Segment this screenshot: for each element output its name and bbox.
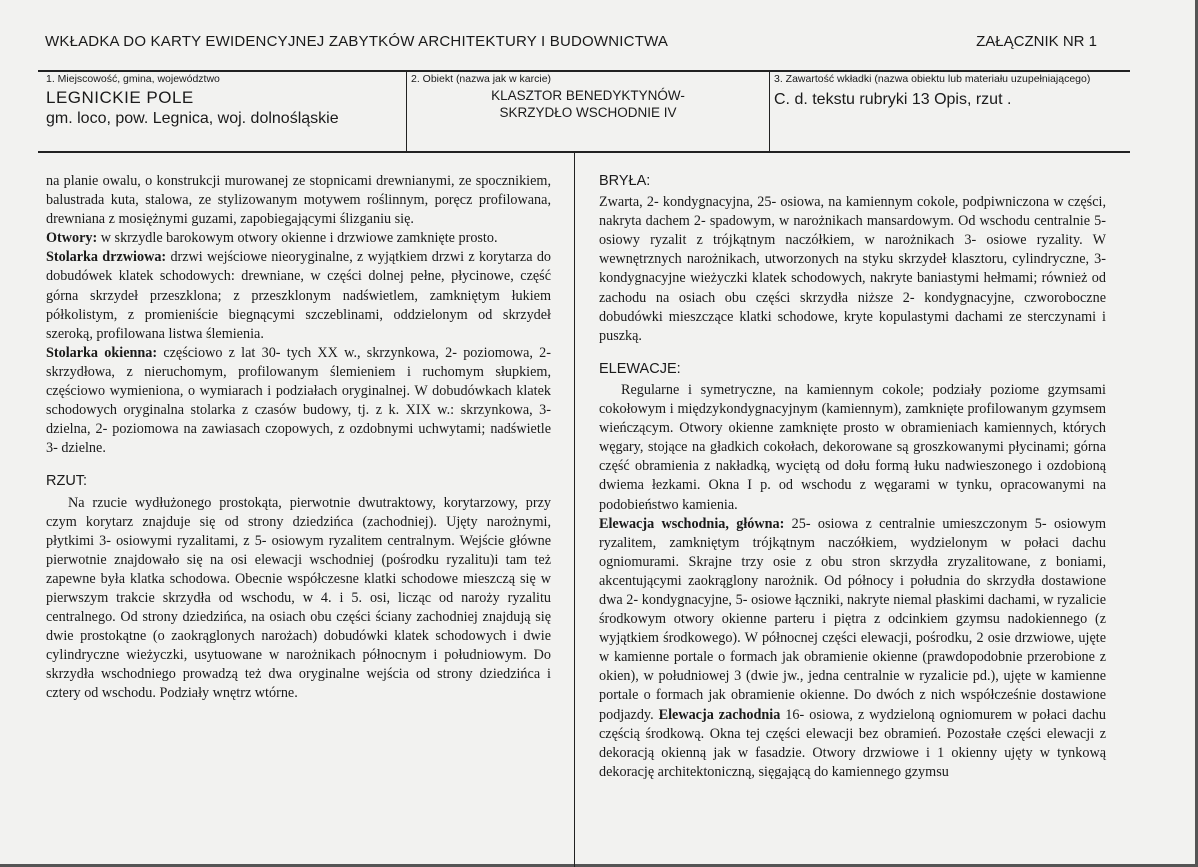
header-box-divider-2 [769,70,770,153]
header-box-top-border [38,70,1130,72]
contents-label: 3. Zawartość wkładki (nazwa obiektu lub materiału uzupełniającego) [774,73,1091,85]
massing-paragraph: Zwarta, 2- kondygnacyjna, 25- osiowa, na kamiennym cokole, podpiwniczona w części, nakryta dachem 2- spadowym, w narożnikach mansardowym. Od wschodu centralnie 5- osiowy ryzalit z trójkątnym naczółkiem, w narożnikach 3- osiowe ryzality. W wewnętrznych narożnikach, utworzonych na styku skrzydeł klasztoru, cylindryczne, 3- kondygnacyjne wieżyczki klatek schodowych, nakryte baniastymi hełmami; również od zachodu na osiach obu części skrzydła niższe 2- kondygnacyjne, czworoboczne dobudówki mieszczące klatki schodowe, kryte kopulastymi dachami ze sterczynami i puszką. [599,194,1106,344]
door-joinery-text: drzwi wejściowe nieoryginalne, z wyjątkiem drzwi z korytarza do dobudówek klatek schodowych: drewniane, w części dolnej pełne, płycinowe, część górna skrzydeł przeszklona; z przeszklonym nadświetlem, zamkniętym łukiem półkolistym, z promieniście biegnącymi szczeblinami, oddzielonym od skrzydeł szeroką, profilowana listwa ślemienia. [46,249,552,342]
object-value-line-2: SKRZYDŁO WSCHODNIE IV [499,105,677,120]
left-column [46,172,551,704]
east-elevation-paragraph [599,515,1106,782]
location-subvalue: gm. loco, pow. Legnica, woj. dolnośląskie [46,110,339,127]
west-elevation-label: Elewacja zachodnia [658,706,781,723]
plan-heading: RZUT: [46,473,88,490]
west-elevation-text: 16- osiowa, z wydzieloną ogniomurem w połaci dachu częścią środkową. Okna tej części elewacji bez obramień. Pozostałe części elewacji z dekoracją okienną jak w fasadzie. Otwory drzwiowe i 1 okienny ujęty w tynkową dekorację architektoniczną, sięgającą do kamiennego gzymsu [599,706,1106,780]
window-joinery-text: częściowo z lat 30- tych XX w., skrzynkowa, 2- poziomowa, 2- skrzydłowa, z nieruchomym, profilowanym ślemieniem i ruchomym słupkiem, częściowo wymieniona, o wymiarach i podziałach oryginalnej. W dobudówkach klatek schodowych oryginalna stolarka z czasów budowy, tj. z k. XIX w.: skrzynkowa, 3- dzielna, 2- poziomowa na zawiasach czopowych, z ozdobnymi uchwytami; nadświetle 3- dzielne. [46,344,551,457]
door-joinery-paragraph [46,248,551,343]
header-box-bottom-border [38,151,1130,153]
east-elevation-label: Elewacja wschodnia, główna: [599,515,785,532]
object-value [407,87,769,121]
document-title: WKŁADKA DO KARTY EWIDENCYJNEJ ZABYTKÓW ARCHITEKTURY I BUDOWNICTWA [45,33,669,50]
elevations-paragraph: Regularne i symetryczne, na kamiennym cokole; podziały poziome gzymsami cokołowym i międzykondygnacyjnym (kamiennym), zamknięte profilowanym gzymsem wieńczącym. Otwory okienne zamknięte prosto w obramieniach kamiennych, których węgary, stojące na gładkich cokołach, dekorowane są groszkowanymi płycinami; górna część obramienia z nakładką, wyciętą od dołu formą łuku nadwieszonego i ozdobioną dwiema łezkami. Okna I p. od wschodu z węgarami w tynku, opracowanymi na podobieństwo kamienia. [599,381,1106,513]
right-column [599,172,1106,782]
object-label: 2. Obiekt (nazwa jak w karcie) [411,73,552,85]
east-elevation-text: 25- osiowa z centralnie umieszczonym 5- osiowym ryzalitem, zamkniętym trójkątnym naczółkiem, wydzielonym w połaci dachu ogniomurami. Skrajne trzy osie z obu stron skrzydła zryzalitowane, z boniami, akcentującymi zaokrąglony narożnik. Od północy i południa do skrzydła dostawione dwa 2- kondygnacyjne, 5- osiowe łączniki, nakryte niemal płaskimi dachami, w ryzalicie środkowym otwory okienne parteru i piętra z odcinkiem gzymsu nadokiennego (z wyjątkiem środkowego). W północnej części elewacji, pośrodku, 2 osie drzwiowe, ujęte w kamienne portale o formach jak obramienie okienne (prawdopodobnie przerobione z okien), w południowej 3 (dwie jw., jedna centralnie w ryzalicie pd.), ujęte w kamienne portale o formach jak obramienie okienne. Do dwóch z nich współcześnie dostawione podjazdy. [599,515,1106,723]
openings-text: w skrzydle barokowym otwory okienne i drzwiowe zamknięte prosto. [97,230,498,247]
window-joinery-paragraph [46,344,551,459]
location-label: 1. Miejscowość, gmina, województwo [46,73,220,85]
column-divider [574,153,575,867]
location-value: LEGNICKIE POLE [46,88,194,107]
plan-paragraph: Na rzucie wydłużonego prostokąta, pierwotnie dwutraktowy, korytarzowy, przy czym korytarz znajduje się od strony dziedzińca (zachodniej). Ujęty narożnymi, płytkimi 3- osiowymi ryzalitami, z 5- osiowym ryzalitem centralnym. Wejście główne pierwotnie znajdowało się na osi elewacji wschodniej (pośrodku ryzalitu)i tam też zapewne była klatka schodowa. Obecnie współczesne klatki schodowe mieszczą się w pierwszym trakcie skrzydła od wschodu, w 4. i 5. osi, licząc od naroży ryzalitu centralnego. Od strony dziedzińca, na osiach obu części ściany zachodniej znajdują się dwie prostokątne (o zaokrąglonych narożach) dobudówki klatek schodowych i dwie cylindryczne wieżyczki, usytuowane w narożnikach północnym i południowym. Do skrzydła wschodniego prowadzą też dwa oryginalne wejścia od strony dziedzińca i cztery od wschodu. Podziały wnętrz wtórne. [46,494,551,702]
openings-label: Otwory: [46,230,98,247]
contents-value: C. d. tekstu rubryki 13 Opis, rzut . [774,91,1012,108]
object-value-line-1: KLASZTOR BENEDYKTYNÓW- [491,88,685,103]
openings-paragraph [46,229,551,248]
massing-heading: BRYŁA: [599,173,651,189]
attachment-number: ZAŁĄCZNIK NR 1 [976,33,1097,50]
elevations-heading: ELEWACJE: [599,360,681,377]
window-joinery-label: Stolarka okienna: [46,344,158,361]
stairs-paragraph: na planie owalu, o konstrukcji murowanej ze stopnicami drewnianymi, ze spocznikiem, balustrada kuta, stalowa, ze stylizowanym motywem roślinnym, poręcz profilowana, drewniana z mosiężnymi guzami, zapobiegającymi ślizganiu się. [46,173,551,228]
door-joinery-label: Stolarka drzwiowa: [46,249,167,266]
